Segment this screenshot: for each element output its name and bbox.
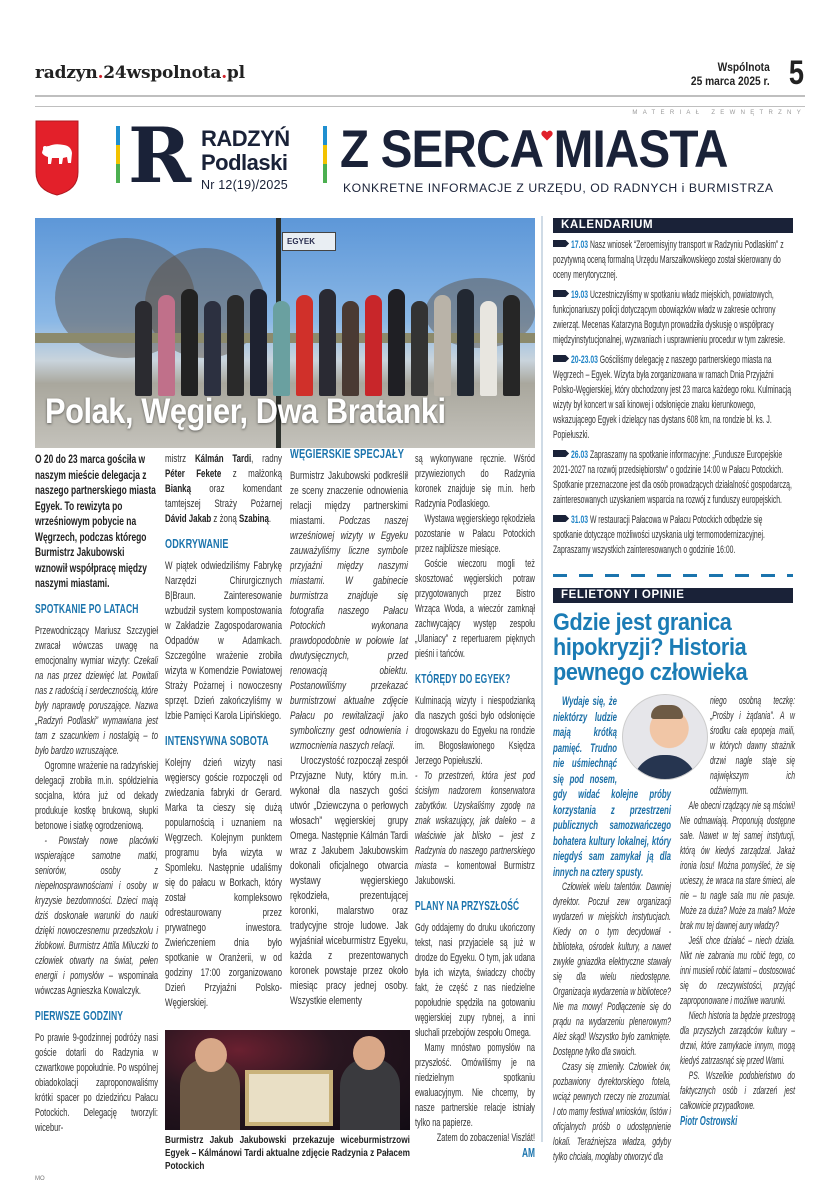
text: – komentował Burmistrz Jakubowski. xyxy=(415,860,535,887)
person-figure xyxy=(135,301,152,396)
masthead-title-part: Z SERCA xyxy=(340,120,542,179)
text: Ogromne wrażenie na radzyńskiej delegacji zrobiła m.in. spółdzielnia socjalna, która już od dekady produkuje kostkę brukową, słupki betonowe i siatkę ogrodzeniową. xyxy=(35,759,158,832)
photo-caption: Burmistrz Jakub Jakubowski przekazuje wiceburmistrzowi Egyek – Kálmánowi Tardi aktualne zdjęcie Radzynia z Pałacem Potockich xyxy=(165,1134,410,1172)
article-paragraph xyxy=(290,469,408,754)
radzyn-logo-letter: R xyxy=(128,111,192,200)
article-paragraph xyxy=(415,512,535,557)
heart-icon xyxy=(541,130,553,141)
text: . xyxy=(268,513,272,525)
city-name-sub: Podlaski xyxy=(201,150,288,175)
quote-text: - Powstały nowe placówki wspierające samotne matki, seniorów, osoby z niepełnosprawnościami i osoby w kryzysie bezdomności. Dzieci mają dziś doskonałe warunki do nauki dzięki nowoczesnemu przedszkolu i żłobkowi. Burmistrz Attila Miluczki to człowiek otwarty na świat, pełen energii i pomysłów xyxy=(35,834,158,982)
color-bar xyxy=(323,126,327,184)
text: , radny xyxy=(251,453,282,465)
kalendarium-entry xyxy=(553,353,793,443)
section-heading xyxy=(35,602,158,617)
author-name: Piotr Ostrowski xyxy=(680,1114,738,1128)
external-material-label: MATERIAŁ ZEWNĘTRZNY xyxy=(632,110,806,116)
kalendarium-entry xyxy=(553,238,793,283)
section-heading xyxy=(415,899,535,914)
site-url[interactable] xyxy=(35,63,245,83)
person-figure xyxy=(411,301,428,396)
masthead-title xyxy=(340,122,728,178)
author-portrait xyxy=(622,694,708,780)
article-paragraph xyxy=(35,1031,158,1136)
article-paragraph xyxy=(415,452,535,512)
issue-date: 25 marca 2025 r. xyxy=(691,74,770,88)
felieton-title: Gdzie jest granica hipokryzji? Historia pewnego człowieka xyxy=(553,609,748,686)
kalendarium-list xyxy=(553,238,793,563)
masthead-subtitle: KONKRETNE INFORMACJE Z URZĘDU, OD RADNYCH i BURMISTRZA xyxy=(343,181,774,195)
ceremony-photo xyxy=(165,1030,410,1130)
kalendarium-entry xyxy=(553,513,793,558)
section-heading xyxy=(165,537,282,552)
felieton-lead: Wydaje się, że niektórzy ludzie mają krótką pamięć. Trudno nie uśmiechnąć się pod nosem, gdy widać kolejne próby korzystania z przestrzeni publicznych samozwańczego bohatera kultury lokalnej, który niegdyś sam zamykał ją dla innych na cztery spusty. xyxy=(553,694,671,879)
person-figure xyxy=(158,295,175,396)
text: z małżonką xyxy=(221,468,282,480)
article-paragraph xyxy=(415,921,535,1041)
text: WĘGIERSKIE SPECJAŁY xyxy=(290,447,405,461)
article-paragraph xyxy=(35,834,158,999)
text: Gdy oddajemy do druku ukończony tekst, nasi przyjaciele są już w drodze do Egyeku. O tym, jak udana była ich wizyta, świadczy choćby fakt, że część z nas niedzielne popołudnie spędziła na gotowaniu węgierskiej zupy rybnej, a inni słuchali przebojów zespołu Omega. xyxy=(415,922,535,1039)
person-figure xyxy=(342,301,359,396)
text: są wykonywane ręcznie. Wśród przywiezionych do Radzynia koronek znajduje się m.in. herb Radzynia Podlaskiego. xyxy=(415,453,535,510)
text: Wystawa węgierskiego rękodzieła pozostanie w Pałacu Potockich przez najbliższe miesiące. xyxy=(415,513,535,555)
article-column-3 xyxy=(290,447,408,1009)
person-figure xyxy=(434,295,451,396)
felieton-paragraph: Niech historia ta będzie przestrogą dla przyszłych zarządców kultury – drzwi, które zamykacie innym, mogą kiedyś zatrzasnąć się przed Wami. xyxy=(680,1010,795,1067)
article-headline: Polak, Węgier, Dwa Bratanki xyxy=(45,392,446,431)
person-figure xyxy=(503,295,520,396)
entry-date: 26.03 xyxy=(570,449,589,461)
entry-text: Gościliśmy delegację z naszego partnerskiego miasta na Węgrzech – Egyek. Wizyta była zorganizowana w ramach Dnia Przyjaźni Polsko-Węgierskiej, który obchodzony jest 23 marca każdego roku. Kulminacją wizyty był koncert w sali kinowej i odsłonięcie znaku kierunkowego, wskazującego Egyek i dzielący nas dystans 608 km, na rondzie bł. ks. J. Popiełuszki. xyxy=(553,354,792,441)
site-url-part: pl xyxy=(226,63,245,83)
text: O 20 do 23 marca gościła w naszym mieście delegacja z naszego partnerskiego miasta Egyek. To rewizyta po wrześniowym pobycie na Węgrzech, podczas którego Burmistrz Jakubowski wznowił współpracę między naszymi miastami. xyxy=(35,452,156,590)
text: Przewodniczący Mariusz Szczygieł zwracał wówczas uwagę na emocjonalny wymiar wizyty: xyxy=(35,624,158,667)
text: Kolejny dzień wizyty nasi węgierscy goście rozpoczęli od zwiedzania fabryki dr Gerard. Marka ta cieszy się dużą popularnością i uznaniem na Węgrzech. Kolejnym punktem programu była wizyta w Spomleku. Następnie udaliśmy się do pałacu w Borkach, który został kompleksowo odrestaurowany przez prywatnego inwestora. Zwieńczeniem dnia było spotkanie w Oranżerii, w od godziny 17:00 zorganizowano Dzień Przyjaźni Polsko-Węgierskiej. xyxy=(165,757,282,1009)
arrow-icon xyxy=(553,290,569,297)
section-heading xyxy=(290,447,408,462)
bold-text: Dávid Jakab xyxy=(165,513,212,525)
masthead-title-part: MIASTA xyxy=(553,120,728,179)
text: Po prawie 9-godzinnej podróży nasi goście dotarli do Radzynia w czwartkowe popołudnie. Po wspólnej obiadokolacji zaproponowaliśmy krótki spacer po dziedzińcu Pałacu Potockich. Delegację tworzyli: wicebur- xyxy=(35,1031,158,1134)
entry-date: 31.03 xyxy=(570,514,589,526)
signpost: EGYEK xyxy=(282,232,336,251)
bold-text: Péter Fekete xyxy=(165,468,222,480)
article-lead xyxy=(35,452,158,592)
divider xyxy=(35,95,805,97)
divider xyxy=(35,106,805,107)
entry-text: Uczestniczyliśmy w spotkaniu władz miejskich, powiatowych, funkcjonariuszy policji dotyczącym obowiązków władz w zakresie ochrony zwierząt. Mecenas Katarzyna Bogutyn prowadziła dyskusję o współpracy międzyinstytucjonalnej, wyzwaniach i usprawnieniu procedur w tym zakresie. xyxy=(553,289,785,346)
color-bar xyxy=(116,126,120,184)
person-figure xyxy=(204,301,221,396)
text: KTÓRĘDY DO EGYEK? xyxy=(415,672,511,686)
page-number: 5 xyxy=(788,54,805,92)
site-url-part: 24wspolnota xyxy=(103,63,222,83)
entry-date: 17.03 xyxy=(570,239,589,251)
felieton-paragraph: niego osobną teczkę: „Prośby i żądania”. A w środku cała epopeja maili, w których dawny strażnik drzwi nagle staje się największym ich odźwiernym. xyxy=(709,695,795,797)
article-paragraph xyxy=(35,624,158,759)
felieton-paragraph: Jeśli chce działać – niech działa. Nikt nie zabrania mu robić tego, co inni musieli robić latami – dostosować się do rzeczywistości, przyjąć zaproponowane i możliwe warunki. xyxy=(680,935,795,1007)
article-paragraph xyxy=(415,694,535,769)
section-heading xyxy=(165,734,282,749)
person-figure xyxy=(457,289,474,396)
quote-text: Podczas naszej wrześniowej wizyty w Egyeku zauważyliśmy liczne symbole przyjaźni między naszymi miastami. W gabinecie burmistrza znajduje się fotografia naszego Pałacu Potockich wykonana prawdopodobnie w połowie lat dwutysięcznych, przed renowacją obiektu. Postanowiliśmy przekazać burmistrzowi aktualne zdjęcie Pałacu po rewitalizacji jako symboliczny gest odnowienia i wzmocnienia naszych relacji. xyxy=(290,515,408,752)
article-paragraph xyxy=(35,759,158,834)
text: Mamy mnóstwo pomysłów na przyszłość. Omówiliśmy je na niedzielnym spotkaniu ewaluacyjnym. Nie chcemy, by nasze partnerskie relacje istniały tylko na papierze. xyxy=(415,1042,535,1129)
text: z żoną xyxy=(211,513,239,525)
felieton-paragraph: Czasy się zmieniły. Człowiek ów, pozbawiony dyrektorskiego fotela, wciąż pewnych rzeczy nie zrozumiał. I oto mamy festiwal wniosków, listów i oficjalnych próśb o udostępnienie lokali. Teraźniejsza władza, gdyby tylko chciała, mogłaby otworzyć dla xyxy=(553,1061,671,1163)
entry-date: 20-23.03 xyxy=(570,354,598,366)
text: oraz komendant tamtejszej Straży Pożarnej xyxy=(165,483,282,510)
text: – wspominała wówczas Agnieszka Kowalczyk. xyxy=(35,969,158,997)
person-figure xyxy=(480,301,497,396)
text: ODKRYWANIE xyxy=(165,537,229,551)
article-paragraph xyxy=(415,769,535,889)
kalendarium-entry xyxy=(553,448,793,508)
text: AM xyxy=(521,1146,535,1160)
city-name: RADZYŃ xyxy=(201,126,290,151)
text: Burmistrz Jakubowski podkreślił ze sceny znaczenie odnowienia relacji między partnerskimi miastami. xyxy=(290,470,408,527)
arrow-icon xyxy=(553,450,569,457)
article-paragraph xyxy=(165,452,282,527)
site-url-dot: . xyxy=(221,63,227,83)
article-paragraph xyxy=(290,754,408,1009)
coat-of-arms-bear-icon xyxy=(35,120,79,196)
kalendarium-entry xyxy=(553,288,793,348)
arrow-icon xyxy=(553,355,569,362)
text: PIERWSZE GODZINY xyxy=(35,1008,124,1023)
arrow-icon xyxy=(553,240,569,247)
publication-name: Wspólnota xyxy=(717,60,770,74)
site-url-part: radzyn xyxy=(35,63,98,83)
arrow-icon xyxy=(553,515,569,522)
article-column-2 xyxy=(165,452,282,1011)
person-figure xyxy=(319,289,336,396)
person-figure xyxy=(296,295,313,396)
section-heading xyxy=(415,672,535,687)
bold-text: Kálmán Tardi xyxy=(194,453,252,465)
author-signature xyxy=(415,1146,535,1161)
article-paragraph xyxy=(165,559,282,724)
issue-info xyxy=(691,60,770,88)
text: Zatem do zobaczenia! Viszlát! xyxy=(436,1132,535,1144)
kalendarium-header: KALENDARIUM xyxy=(553,218,793,233)
entry-text: W restauracji Pałacowa w Pałacu Potockich odbędzie się spotkanie dotyczące możliwości uzyskania ulgi termomodernizacyjnej. Zapraszamy wszystkich zainteresowanych o godzinie 16:00. xyxy=(553,514,765,556)
bold-text: Bianką xyxy=(165,483,191,495)
article-paragraph xyxy=(415,1131,535,1146)
entry-text: Zapraszamy na spotkanie informacyjne: „Fundusze Europejskie 2021-2027 na rozwój przedsiębiorstw” o godzinie 14:00 w Pałacu Potockich. Spotkanie przeznaczone jest dla osób prowadzących działalność gospodarczą, zainteresowanych uzyskaniem wsparcia na rozwój z funduszy europejskich. xyxy=(553,449,792,506)
article-paragraph xyxy=(415,557,535,662)
article-paragraph xyxy=(415,1041,535,1131)
section-heading xyxy=(35,1009,158,1024)
column-divider xyxy=(541,216,543,1142)
person-figure xyxy=(365,295,382,396)
text: SPOTKANIE PO LATACH xyxy=(35,601,139,616)
entry-date: 19.03 xyxy=(570,289,589,301)
quote-text: - To przestrzeń, która jest pod ścisłym nadzorem konserwatora zabytków. Uzyskaliśmy zgodę na znak wskazujący, jak daleko – a właściwie jak blisko – jest z Radzynia do naszego partnerskiego miasta xyxy=(415,770,535,872)
text: INTENSYWNA SOBOTA xyxy=(165,734,269,748)
bold-text: Szabiną xyxy=(238,513,269,525)
text: Kulminacją wizyty i niespodzianką dla naszych gości było odsłonięcie drogowskazu do Egyeku na rondzie im. Błogosławionego Księdza Jerzego Popiełuszki. xyxy=(415,695,535,767)
felieton-paragraph: Człowiek wielu talentów. Dawniej dyrektor. Poczuł zew organizacji wydarzeń w miejskich instytucjach. Kiedy on o tym decydował - biblioteka, ośrodek kultury, a nawet zwykłe gniazdka elektryczne stawały się dla wielu niedostępne. Organizacja wydarzenia w bibliotece? Nie ma mowy! Podłączenie się do prądu na wydarzeniu plenerowym? Ależ skąd! Wszystko było zamknięte. Dostępne tylko dla swoich. xyxy=(553,881,671,1058)
text: Goście wieczoru mogli też skosztować węgierskich potraw przygotowanych przez Bistro Wrząca Woda, a wieczór zamknął zachwycający występ zespołu „Ulaniacy” z repertuarem pięknych pieśni i tańców. xyxy=(415,558,535,660)
dashed-divider xyxy=(553,574,793,577)
felieton-paragraph: PS. Wszelkie podobieństwo do faktycznych osób i zdarzeń jest całkowicie przypadkowe. xyxy=(680,1070,795,1112)
text: W piątek odwiedziliśmy Fabrykę Narzędzi Chirurgicznych B|Braun. Zainteresowanie wzbudził system kompostowania w Zakładzie Zagospodarowania Odpadów w Adamkach. Szczególne wrażenie zrobiła wizyta w Komendzie Powiatowej Straży Pożarnej i nowoczesny sprzęt. Dzień zakończyliśmy w Izbie Pamięci Karola Lipińskiego. xyxy=(165,560,282,722)
article-column-4 xyxy=(415,452,535,1161)
person-figure xyxy=(273,301,290,396)
entry-text: Nasz wniosek “Zeroemisyjny transport w Radzyniu Podlaskim” z pozytywną oceną formalną Urzędu Marszałkowskiego został skierowany do oceny merytorycznej. xyxy=(553,239,784,281)
person-figure xyxy=(227,295,244,396)
person-figure xyxy=(250,289,267,396)
text: Uroczystość rozpoczął zespół Przyjazne Nuty, który m.in. wykonał dla naszych gości utwór „Dziewczyna o perłowych włosach” węgierskiej grupy Omega. Następnie Kálmán Tardi wraz z Jakubem Jakubowskim dokonali oficjalnego otwarcia wystawy węgierskiego rękodzieła, prezentującej koronki, malarstwo oraz tradycyjne stroje ludowe. Jak wyjaśniał wiceburmistrz Egyeku, każda z prezentowanych koronek powstaje przez około miesiąc pracy jednej osoby. Wszystkie elementy xyxy=(290,755,408,1007)
felietony-header: FELIETONY I OPINIE xyxy=(553,588,793,603)
issue-number: Nr 12(19)/2025 xyxy=(201,178,288,192)
article-paragraph xyxy=(165,756,282,1011)
site-url-dot: . xyxy=(97,63,104,83)
text: PLANY NA PRZYSZŁOŚĆ xyxy=(415,899,520,913)
footer-code: MO xyxy=(35,1176,45,1182)
person-figure xyxy=(181,289,198,396)
article-column-1 xyxy=(35,452,158,1136)
felieton-paragraph: Ale obecni rządzący nie są mściwi! Nie odmawiają. Proponują dostępne sale. Nawet w tej samej instytucji, którą ów kiedyś zarządzał. Jakaż ironia losu! Można pomyśleć, że się ucieszy, że wraca na stare śmieci, ale nie – tu nagle sala mu nie pasuje. Może za duża? Może za mała? Może brak mu tej dawnej aury władzy? xyxy=(680,800,795,932)
quote-text: Czekali na nas przez dziewięć lat. Powitali nas z radością i serdecznością, które były naprawdę poruszające. Nazwa „Radzyń Podlaski” wymawiana jest tam z szacunkiem i nostalgią – to było bardzo wzruszające. xyxy=(35,654,158,757)
text: mistrz xyxy=(165,453,195,465)
person-figure xyxy=(388,289,405,396)
